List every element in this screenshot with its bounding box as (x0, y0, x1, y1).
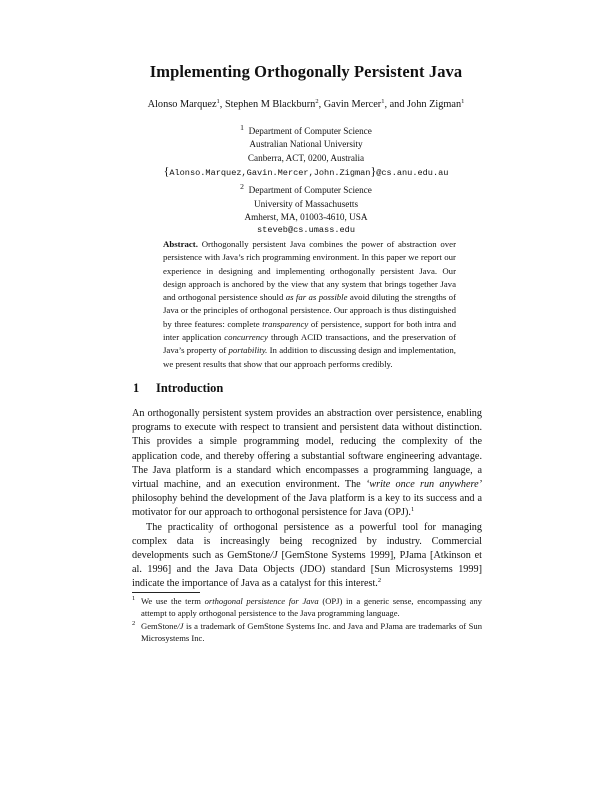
affiliation-mark: 1 (381, 98, 385, 105)
paragraph-emphasis: ‘write once run anywhere’ (365, 479, 482, 491)
email-domain: @cs.anu.edu.au (376, 167, 449, 178)
abstract-text: avoid diluting the strengths of Java or the principles of orthogonal persistence. Our approach is thus distinguished by three features: complete (163, 292, 457, 329)
footnote-ref[interactable]: 2 (377, 577, 382, 585)
paragraph (132, 521, 482, 592)
affiliation-1-address: Canberra, ACT, 0200, Australia (247, 152, 365, 163)
author-name: John Zigman (407, 99, 462, 110)
affiliation-1-dept (0, 121, 612, 138)
body-text (132, 407, 482, 592)
affiliation-2-address: Amherst, MA, 01003-4610, USA (244, 211, 368, 222)
affiliation-mark: 1 (461, 98, 465, 105)
affiliation-1-institution: Australian National University (249, 139, 363, 150)
footnote-emphasis: orthogonal persistence for Java (204, 596, 319, 606)
affiliation-mark: 2 (315, 98, 319, 105)
section-heading (133, 381, 223, 396)
footnote-text: (OPJ) in a generic sense, encompassing any attempt to apply orthogonal persistence to the Java programming language. (141, 596, 482, 619)
footnotes (132, 595, 482, 644)
section-title: Introduction (156, 381, 224, 395)
paragraph-text: philosophy behind the development of the Java platform is a key to its success and a motivator for our approach to orthogonal persistence for Java (OPJ). (132, 493, 482, 519)
affiliation-mark: 2 (240, 182, 244, 192)
paragraph-text: The practicality of orthogonal persistence as a powerful tool for managing complex data is increasingly being recognized by industry. Commercial developments such as GemStone (132, 521, 482, 562)
footnote-ref[interactable]: 1 (410, 506, 415, 514)
brace-close: } (370, 163, 377, 178)
affiliation-1-email (0, 165, 612, 180)
affiliations (0, 121, 612, 238)
affiliation-2-institution: University of Massachusetts (253, 198, 359, 209)
author-separator: , (318, 99, 324, 110)
department: Department of Computer Science (248, 126, 372, 137)
abstract-emphasis: portability. (228, 345, 268, 356)
abstract-emphasis: concurrency (224, 332, 268, 343)
footnote-text: is a trademark of GemStone Systems Inc. and Java and PJama are trademarks of Sun Microsystems Inc. (141, 620, 482, 643)
author-separator: , and (384, 99, 408, 110)
author-name: Alonso Marquez (147, 99, 217, 110)
affiliation-2-email: steveb@cs.umass.edu (257, 225, 355, 236)
paragraph-text: An orthogonally persistent system provides an abstraction over persistence, enabling programs to execute with respect to transient and persistent data without distinction. This provides a simple programming model, reducing the complexity of the application code, and thereby offering a substantial software engineering advantage. The Java platform is a standard which encompasses a programming language, a virtual machine, and an execution environment. The (132, 408, 482, 491)
department: Department of Computer Science (248, 185, 372, 196)
paragraph-text: [GemStone Systems 1999], PJama [Atkinson et al. 1996] and the Java Data Objects (JDO) standard [Sun Microsystems 1999] indicate the importance of Java as a catalyst for this interest. (132, 550, 482, 590)
footnote-text: GemStone (141, 620, 178, 631)
footnote-text: We use the term (141, 596, 205, 606)
author-name: Gavin Mercer (323, 99, 382, 110)
abstract-text: through ACID transactions, and the preservation of Java’s property of (163, 332, 457, 356)
author-list (0, 99, 612, 110)
abstract-emphasis: transparency (262, 318, 309, 329)
author-separator: , (219, 99, 225, 110)
abstract (163, 238, 456, 371)
footnote-rule (132, 592, 200, 593)
author-name: Stephen M Blackburn (224, 99, 316, 110)
abstract-text: of persistence, support for both intra and inter application (163, 318, 456, 343)
footnote: $^1$ We use the term orthogonal persistence for Java (OPJ) in a generic sense, encompassing any attempt to apply orthogonal persistence to the Java programming language. (132, 595, 482, 619)
section-number: 1 (133, 381, 140, 395)
paragraph-emphasis: /J (270, 550, 278, 562)
paper-title: Implementing Orthogonally Persistent Java (149, 62, 463, 81)
footnote-emphasis: /J (177, 620, 184, 631)
brace-open: { (163, 163, 170, 178)
affiliation-mark: 1 (240, 123, 244, 132)
email-names: Alonso.Marquez,Gavin.Mercer,John.Zigman (169, 167, 371, 178)
affiliation-mark: 1 (216, 98, 220, 105)
paragraph (132, 407, 482, 521)
footnote: $^2$ GemStone/J is a trademark of GemStone Systems Inc. and Java and PJama are trademarks of Sun Microsystems Inc. (132, 619, 482, 643)
abstract-label: Abstract. (163, 239, 198, 249)
affiliation-2-dept (0, 180, 612, 197)
abstract-text: Orthogonally persistent Java combines the power of abstraction over persistence with Java’s rich programming environment. In this paper we report our experience in designing and implementing orthogonally persistent Java. Our design approach is anchored by the view that any system that brings together Java and orthogonal persistence should (163, 239, 456, 303)
abstract-emphasis: as far as possible (285, 292, 348, 303)
abstract-text: In addition to discussing design and implementation, we present results that show that our approach performs credibly. (163, 345, 456, 369)
